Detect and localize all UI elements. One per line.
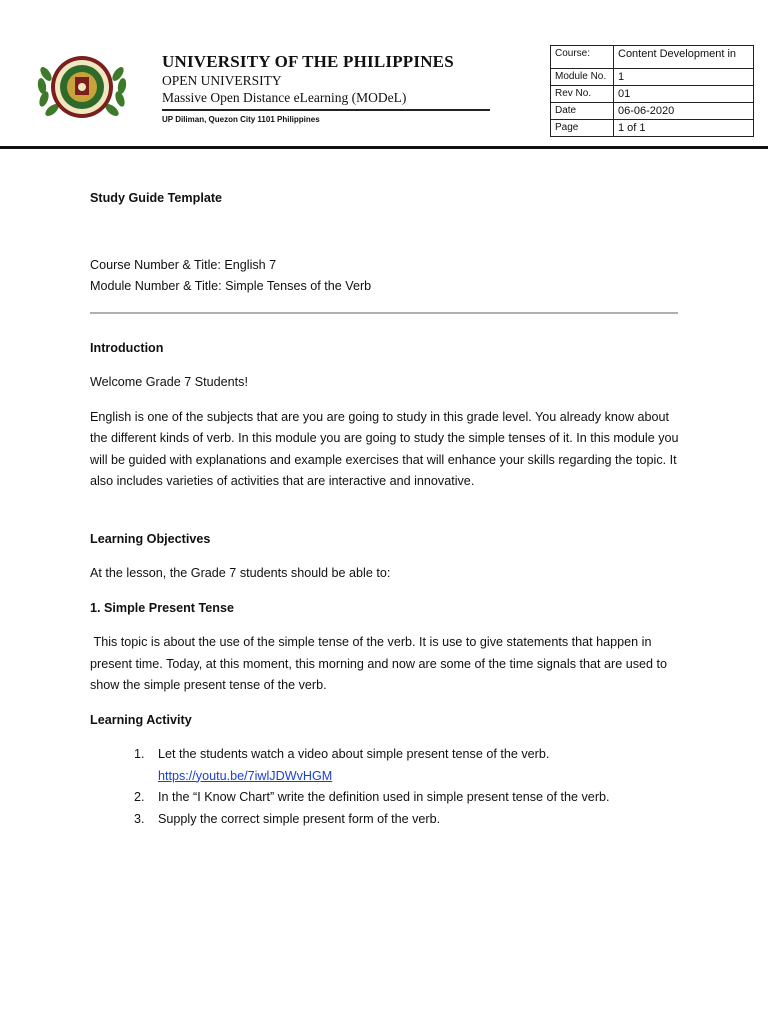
meta-label: Course:	[551, 46, 614, 69]
meta-label: Rev No.	[551, 86, 614, 103]
document-meta-table	[550, 45, 754, 137]
university-name: UNIVERSITY OF THE PHILIPPINES	[162, 52, 454, 71]
university-seal-icon	[36, 52, 128, 122]
list-item-text: Supply the correct simple present form of the verb.	[158, 811, 441, 826]
meta-label: Module No.	[551, 69, 614, 86]
university-address: UP Diliman, Quezon City 1101 Philippines	[162, 115, 320, 124]
introduction-heading: Introduction	[90, 340, 164, 355]
meta-value: 1	[614, 69, 754, 86]
document-body	[90, 188, 680, 830]
header-divider	[0, 146, 768, 149]
activity-list	[134, 744, 680, 830]
program-name: Massive Open Distance eLearning (MODeL)	[162, 90, 407, 105]
meta-row	[551, 86, 754, 103]
meta-row	[551, 120, 754, 137]
meta-row	[551, 69, 754, 86]
list-number: 2.	[134, 790, 145, 804]
meta-row	[551, 103, 754, 120]
section-divider	[90, 312, 678, 314]
course-line: Course Number & Title: English 7	[90, 257, 277, 272]
meta-value: Content Development in	[614, 46, 754, 69]
meta-row	[551, 46, 754, 69]
list-item-text: In the “I Know Chart” write the definition used in simple present tense of the verb.	[158, 790, 610, 804]
introduction-paragraph: English is one of the subjects that are you are going to study in this grade level. You already know about the different kinds of verb. In this module you are going to study the simple tenses of it. In this module you will be guided with explanations and example exercises that will enhance your skills regarding the topic. It also includes varieties of activities that are interactive and innovative.	[90, 409, 679, 488]
welcome-text: Welcome Grade 7 Students!	[90, 375, 248, 389]
meta-label: Page	[551, 120, 614, 137]
topic-paragraph: This topic is about the use of the simple tense of the verb. It is use to give statements that happen in present time. Today, at this moment, this morning and now are some of the time signals that are used to show the simple present tense of the verb.	[90, 635, 671, 692]
template-title: Study Guide Template	[90, 191, 223, 205]
video-link[interactable]: https://youtu.be/7iwlJDWvHGM	[158, 768, 333, 783]
activity-heading: Learning Activity	[90, 712, 192, 727]
meta-label: Date	[551, 103, 614, 120]
letterhead-rule	[162, 109, 490, 111]
meta-value: 01	[614, 86, 754, 103]
list-number: 1.	[134, 747, 145, 761]
module-line: Module Number & Title: Simple Tenses of the Verb	[90, 279, 372, 293]
university-unit: OPEN UNIVERSITY	[162, 73, 282, 88]
list-item	[134, 787, 680, 809]
list-item	[134, 809, 680, 831]
letterhead	[162, 52, 492, 124]
list-number: 3.	[134, 811, 145, 826]
objectives-heading: Learning Objectives	[90, 531, 211, 546]
objectives-lead: At the lesson, the Grade 7 students should be able to:	[90, 566, 391, 580]
list-item	[134, 744, 680, 787]
list-item-text: Let the students watch a video about simple present tense of the verb.	[158, 747, 550, 761]
meta-value: 1 of 1	[614, 120, 754, 137]
topic-heading: 1. Simple Present Tense	[90, 600, 234, 615]
meta-value: 06-06-2020	[614, 103, 754, 120]
